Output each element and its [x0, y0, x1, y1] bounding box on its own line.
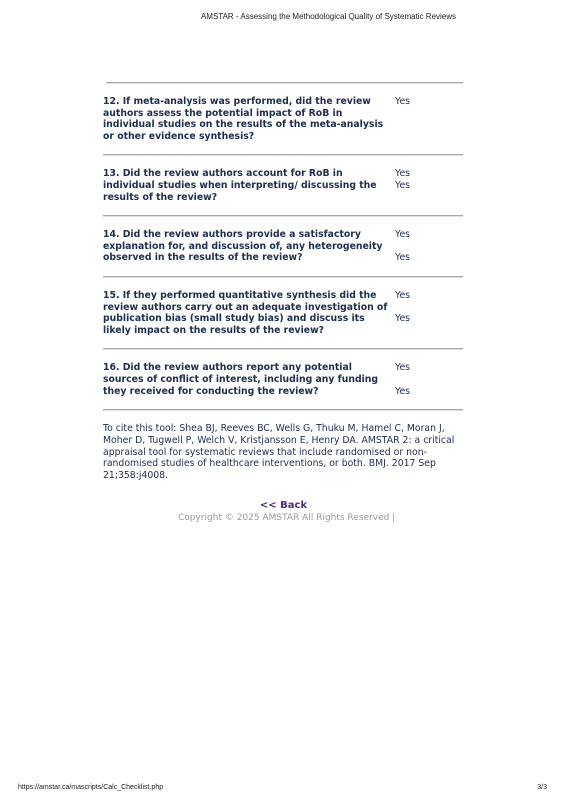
footer-url: https://amstar.ca/mascripts/Calc_Checklist.php [18, 784, 164, 791]
question-text: 13. Did the review authors account for RoB in individual studies when interpreting/ discussing the results of the review? [103, 168, 377, 203]
back-link[interactable] [0, 500, 569, 511]
answer-value: Yes [395, 252, 411, 264]
answer-column [395, 290, 463, 336]
page-header [0, 12, 569, 21]
answer-value: Yes [395, 362, 411, 374]
answer-value: Yes [395, 179, 411, 191]
answer-value: Yes [395, 313, 411, 325]
footer-page-number: 3/3 [537, 784, 547, 791]
answer-value: Yes [395, 229, 411, 241]
answer-value: Yes [395, 96, 411, 107]
page-header-title: AMSTAR - Assessing the Methodological Quality of Systematic Reviews [200, 12, 457, 21]
question-item-12 [103, 84, 463, 154]
citation-text: To cite this tool: Shea BJ, Reeves BC, Wells G, Thuku M, Hamel C, Moran J, Moher D, Tugwell P, Welch V, Kristjansson E, Henry DA. AMSTAR 2: a critical appraisal tool for systematic reviews that include randomised or non-randomised studies of healthcare interventions, or both. BMJ. 2017 Sep 21;358:j4008. [103, 423, 455, 481]
copyright-text: Copyright © 2025 AMSTAR All Rights Reserved | [178, 513, 396, 523]
question-item-13 [103, 156, 463, 215]
answer-column [395, 229, 463, 264]
answer-spacer [395, 374, 463, 386]
answer-value: Yes [395, 385, 411, 397]
question-text: 12. If meta-analysis was performed, did the review authors assess the potential impact of RoB in individual studies on the results of the meta-analysis or other evidence synthesis? [103, 96, 384, 142]
answer-column [395, 96, 463, 142]
answer-spacer [395, 302, 463, 314]
question-item-14 [103, 217, 463, 276]
question-text: 14. Did the review authors provide a satisfactory explanation for, and discussion of, any heterogeneity observed in the results of the review? [103, 229, 383, 264]
answer-value: Yes [395, 168, 411, 180]
answer-value: Yes [395, 289, 411, 301]
question-text: 15. If they performed quantitative synthesis did the review authors carry out an adequate investigation of publication bias (small study bias) and discuss its likely impact on the results of the review? [103, 289, 388, 336]
question-item-16 [103, 350, 463, 409]
answer-column [395, 362, 463, 397]
question-item-15 [103, 278, 463, 348]
divider [103, 409, 463, 411]
answer-column [395, 168, 463, 203]
question-text: 16. Did the review authors report any potential sources of conflict of interest, including any funding they received for conducting the review? [103, 362, 379, 397]
answer-spacer [395, 241, 463, 253]
checklist-content [103, 82, 463, 482]
back-link-label: << Back [259, 500, 308, 511]
